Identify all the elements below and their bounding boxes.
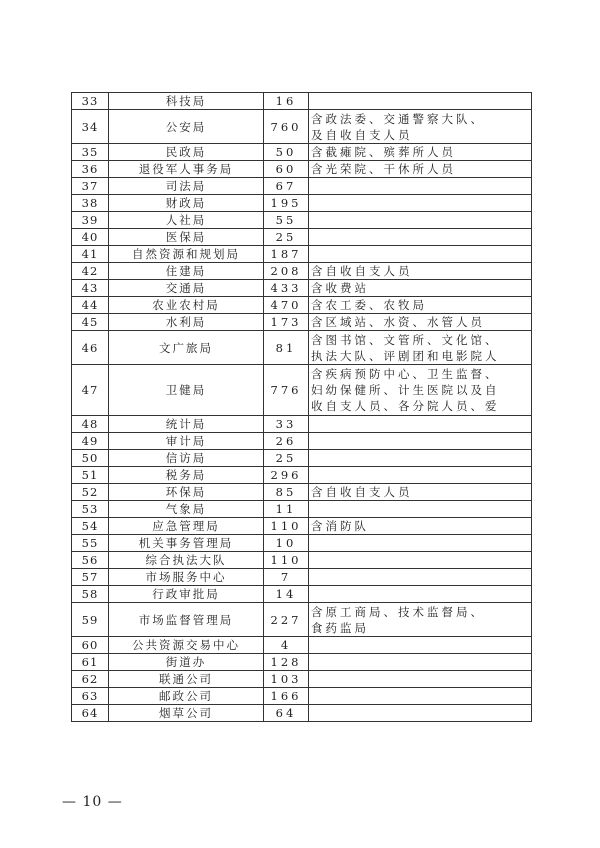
row-number: 60: [72, 637, 109, 654]
staff-count: 128: [264, 654, 309, 671]
staff-count: 60: [264, 161, 309, 178]
row-number: 58: [72, 586, 109, 603]
staff-count: 187: [264, 246, 309, 263]
department-name: 人社局: [109, 212, 264, 229]
staff-count: 16: [264, 93, 309, 110]
remark-line: 含收费站: [311, 281, 369, 295]
department-name: 交通局: [109, 280, 264, 297]
row-number: 39: [72, 212, 109, 229]
table-body: [72, 93, 532, 722]
staff-count: 103: [264, 671, 309, 688]
remark-cell: [309, 280, 532, 297]
staff-count: 50: [264, 144, 309, 161]
staff-count: 110: [264, 518, 309, 535]
row-number: 50: [72, 450, 109, 467]
staff-count: 55: [264, 212, 309, 229]
table-row: [72, 365, 532, 416]
remark-cell: [309, 144, 532, 161]
staff-count: 67: [264, 178, 309, 195]
row-number: 62: [72, 671, 109, 688]
department-name: 烟草公司: [109, 705, 264, 722]
remark-line: 含消防队: [311, 519, 369, 533]
row-number: 47: [72, 365, 109, 416]
row-number: 59: [72, 603, 109, 637]
row-number: 55: [72, 535, 109, 552]
remark-cell: [309, 450, 532, 467]
remark-line: 含原工商局、技术监督局、: [311, 604, 485, 619]
remark-cell: [309, 535, 532, 552]
remark-line: 含自收自支人员: [311, 264, 413, 278]
table-row: [72, 450, 532, 467]
table-row: [72, 705, 532, 722]
row-number: 44: [72, 297, 109, 314]
remark-cell: [309, 484, 532, 501]
staff-count: 227: [264, 603, 309, 637]
table-row: [72, 535, 532, 552]
remark-line: 含区域站、水资、水管人员: [311, 315, 485, 329]
remark-cell: [309, 365, 532, 416]
remark-cell: [309, 212, 532, 229]
staff-count: 470: [264, 297, 309, 314]
row-number: 45: [72, 314, 109, 331]
department-name: 自然资源和规划局: [109, 246, 264, 263]
page-number: — 10 —: [62, 794, 123, 810]
table-row: [72, 654, 532, 671]
row-number: 37: [72, 178, 109, 195]
remark-cell: [309, 178, 532, 195]
remark-cell: [309, 671, 532, 688]
table-row: [72, 501, 532, 518]
remark-cell: [309, 467, 532, 484]
department-name: 民政局: [109, 144, 264, 161]
row-number: 40: [72, 229, 109, 246]
remark-cell: [309, 161, 532, 178]
table-row: [72, 433, 532, 450]
staff-count: 26: [264, 433, 309, 450]
remark-cell: [309, 552, 532, 569]
department-name: 市场服务中心: [109, 569, 264, 586]
table-row: [72, 246, 532, 263]
department-name: 退役军人事务局: [109, 161, 264, 178]
staff-count: 7: [264, 569, 309, 586]
department-name: 卫健局: [109, 365, 264, 416]
staff-count: 296: [264, 467, 309, 484]
remark-cell: [309, 603, 532, 637]
table-row: [72, 161, 532, 178]
remark-cell: [309, 331, 532, 365]
table-row: [72, 314, 532, 331]
staff-count: 33: [264, 416, 309, 433]
department-name: 税务局: [109, 467, 264, 484]
department-name: 环保局: [109, 484, 264, 501]
department-name: 信访局: [109, 450, 264, 467]
row-number: 52: [72, 484, 109, 501]
table-row: [72, 263, 532, 280]
remark-cell: [309, 688, 532, 705]
table-row: [72, 586, 532, 603]
remark-cell: [309, 518, 532, 535]
staff-count: 11: [264, 501, 309, 518]
department-name: 住建局: [109, 263, 264, 280]
remark-cell: [309, 263, 532, 280]
remark-line: 含疾病预防中心、卫生监督、: [311, 367, 500, 381]
table-row: [72, 671, 532, 688]
staff-count: 110: [264, 552, 309, 569]
table-row: [72, 93, 532, 110]
department-name: 统计局: [109, 416, 264, 433]
department-name: 综合执法大队: [109, 552, 264, 569]
remark-cell: [309, 501, 532, 518]
remark-cell: [309, 705, 532, 722]
department-name: 机关事务管理局: [109, 535, 264, 552]
table-row: [72, 569, 532, 586]
row-number: 48: [72, 416, 109, 433]
staff-count: 4: [264, 637, 309, 654]
table-row: [72, 280, 532, 297]
table-row: [72, 416, 532, 433]
department-name: 公共资源交易中心: [109, 637, 264, 654]
department-name: 医保局: [109, 229, 264, 246]
row-number: 49: [72, 433, 109, 450]
table-row: [72, 212, 532, 229]
row-number: 63: [72, 688, 109, 705]
table-row: [72, 467, 532, 484]
personnel-table: [71, 92, 532, 722]
staff-count: 760: [264, 110, 309, 144]
department-name: 联通公司: [109, 671, 264, 688]
department-name: 文广旅局: [109, 331, 264, 365]
remark-cell: [309, 569, 532, 586]
remark-cell: [309, 110, 532, 144]
remark-cell: [309, 246, 532, 263]
row-number: 46: [72, 331, 109, 365]
row-number: 61: [72, 654, 109, 671]
staff-count: 25: [264, 450, 309, 467]
remark-line: 及自收自支人员: [311, 127, 413, 142]
department-name: 行政审批局: [109, 586, 264, 603]
remark-line: 食药监局: [311, 620, 369, 635]
remark-cell: [309, 637, 532, 654]
remark-cell: [309, 229, 532, 246]
department-name: 司法局: [109, 178, 264, 195]
table-row: [72, 110, 532, 144]
staff-count: 64: [264, 705, 309, 722]
department-name: 审计局: [109, 433, 264, 450]
staff-count: 14: [264, 586, 309, 603]
table-row: [72, 331, 532, 365]
remark-cell: [309, 654, 532, 671]
department-name: 公安局: [109, 110, 264, 144]
table-row: [72, 603, 532, 637]
table-row: [72, 484, 532, 501]
row-number: 53: [72, 501, 109, 518]
department-name: 市场监督管理局: [109, 603, 264, 637]
remark-cell: [309, 93, 532, 110]
row-number: 38: [72, 195, 109, 212]
row-number: 57: [72, 569, 109, 586]
remark-line: 妇幼保健所、计生医院以及自: [311, 383, 500, 397]
staff-count: 81: [264, 331, 309, 365]
remark-cell: [309, 314, 532, 331]
table-row: [72, 552, 532, 569]
row-number: 34: [72, 110, 109, 144]
row-number: 41: [72, 246, 109, 263]
remark-line: 含政法委、交通警察大队、: [311, 111, 485, 126]
table-row: [72, 637, 532, 654]
staff-count: 208: [264, 263, 309, 280]
department-name: 气象局: [109, 501, 264, 518]
department-name: 科技局: [109, 93, 264, 110]
department-name: 水利局: [109, 314, 264, 331]
row-number: 42: [72, 263, 109, 280]
staff-count: 85: [264, 484, 309, 501]
row-number: 51: [72, 467, 109, 484]
remark-cell: [309, 416, 532, 433]
staff-count: 166: [264, 688, 309, 705]
staff-count: 173: [264, 314, 309, 331]
remark-line: 收自支人员、各分院人员、爱: [311, 399, 500, 413]
row-number: 43: [72, 280, 109, 297]
department-name: 应急管理局: [109, 518, 264, 535]
department-name: 财政局: [109, 195, 264, 212]
remark-line: 含图书馆、文管所、文化馆、: [311, 332, 500, 347]
remark-line: 含农工委、农牧局: [311, 298, 427, 312]
row-number: 56: [72, 552, 109, 569]
table-row: [72, 144, 532, 161]
department-name: 街道办: [109, 654, 264, 671]
staff-count: 10: [264, 535, 309, 552]
remark-line: 含自收自支人员: [311, 485, 413, 499]
row-number: 64: [72, 705, 109, 722]
row-number: 33: [72, 93, 109, 110]
table-row: [72, 297, 532, 314]
staff-count: 195: [264, 195, 309, 212]
row-number: 36: [72, 161, 109, 178]
remark-line: 含截瘫院、殡葬所人员: [311, 145, 456, 159]
department-name: 农业农村局: [109, 297, 264, 314]
remark-cell: [309, 195, 532, 212]
table-row: [72, 688, 532, 705]
table-row: [72, 178, 532, 195]
remark-line: 执法大队、评剧团和电影院人: [311, 348, 500, 363]
department-name: 邮政公司: [109, 688, 264, 705]
remark-cell: [309, 297, 532, 314]
row-number: 54: [72, 518, 109, 535]
staff-count: 776: [264, 365, 309, 416]
table-row: [72, 195, 532, 212]
remark-cell: [309, 586, 532, 603]
staff-count: 25: [264, 229, 309, 246]
table-row: [72, 229, 532, 246]
row-number: 35: [72, 144, 109, 161]
remark-cell: [309, 433, 532, 450]
table-row: [72, 518, 532, 535]
remark-line: 含光荣院、干休所人员: [311, 162, 456, 176]
staff-count: 433: [264, 280, 309, 297]
